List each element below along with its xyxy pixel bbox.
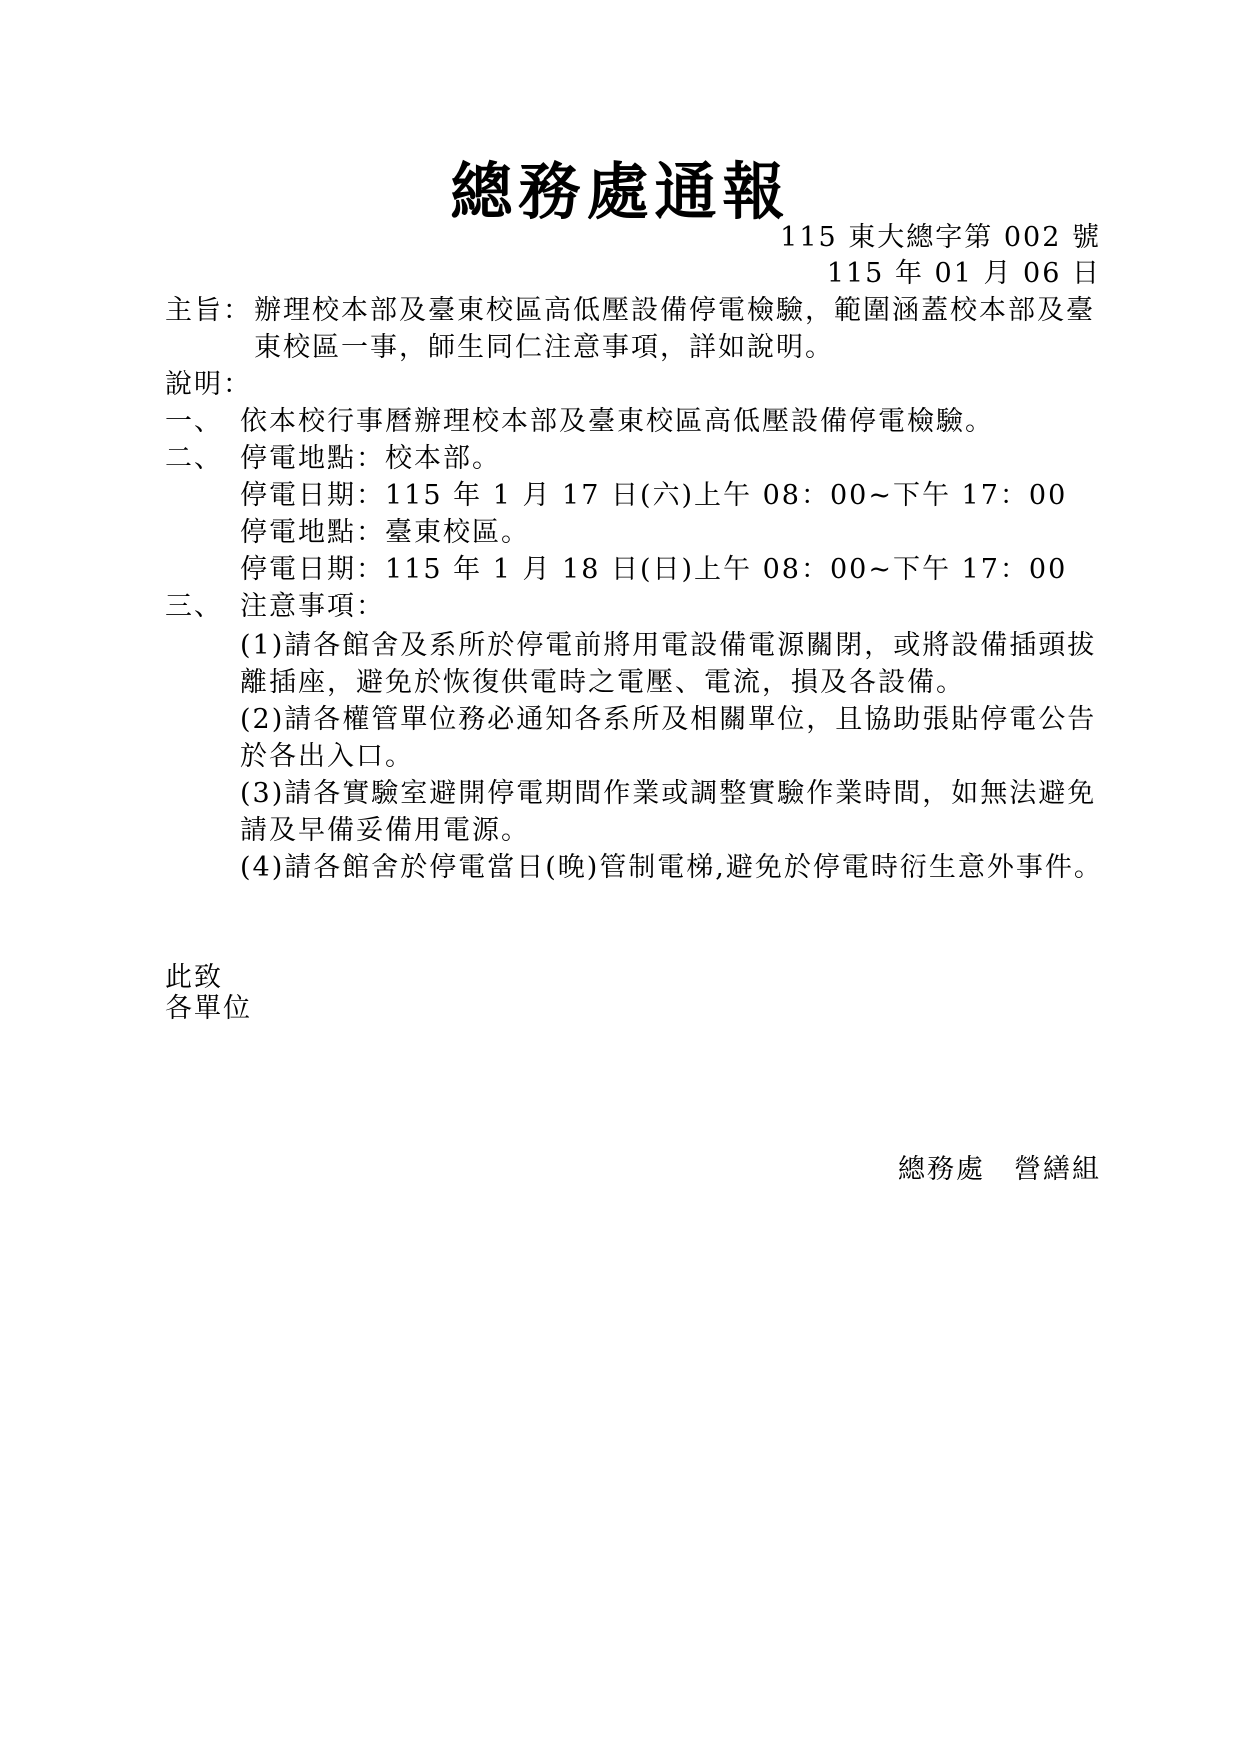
notes-heading: 注意事項：: [240, 591, 385, 622]
item-2-marker: 二、: [165, 443, 223, 474]
document-number: 115 東大總字第 002 號: [780, 222, 1101, 253]
subject-line-1: 辦理校本部及臺東校區高低壓設備停電檢驗，範圍涵蓋校本部及臺: [254, 295, 1095, 326]
note-4-line-1: (4)請各館舍於停電當日(晚)管制電梯,避免於停電時衍生意外事件。: [240, 852, 1103, 883]
note-3-line-1: (3)請各實驗室避開停電期間作業或調整實驗作業時間，如無法避免: [240, 778, 1097, 809]
outage-location-1: 停電地點：校本部。: [240, 443, 501, 474]
outage-date-1: 停電日期：115 年 1 月 17 日(六)上午 08：00~下午 17：00: [240, 480, 1068, 511]
page-title: 總務處通報: [450, 155, 791, 228]
item-1-text: 依本校行事曆辦理校本部及臺東校區高低壓設備停電檢驗。: [240, 406, 994, 437]
item-1-marker: 一、: [165, 406, 223, 437]
closing-line-1: 此致: [165, 962, 223, 993]
note-1-line-2: 離插座，避免於恢復供電時之電壓、電流，損及各設備。: [240, 667, 965, 698]
signature: 總務處 營繕組: [898, 1154, 1101, 1185]
note-3-line-2: 請及早備妥備用電源。: [240, 815, 530, 846]
subject-line-2: 東校區一事，師生同仁注意事項，詳如說明。: [254, 332, 834, 363]
outage-date-2: 停電日期：115 年 1 月 18 日(日)上午 08：00~下午 17：00: [240, 554, 1068, 585]
explanation-heading: 說明：: [165, 369, 252, 400]
note-2-line-1: (2)請各權管單位務必通知各系所及相關單位，且協助張貼停電公告: [240, 704, 1097, 735]
note-2-line-2: 於各出入口。: [240, 741, 414, 772]
subject-label: 主旨：: [165, 295, 252, 326]
document-date: 115 年 01 月 06 日: [826, 258, 1101, 289]
note-1-line-1: (1)請各館舍及系所於停電前將用電設備電源關閉，或將設備插頭拔: [240, 630, 1097, 661]
outage-location-2: 停電地點：臺東校區。: [240, 517, 530, 548]
item-3-marker: 三、: [165, 591, 223, 622]
closing-line-2: 各單位: [165, 993, 252, 1024]
